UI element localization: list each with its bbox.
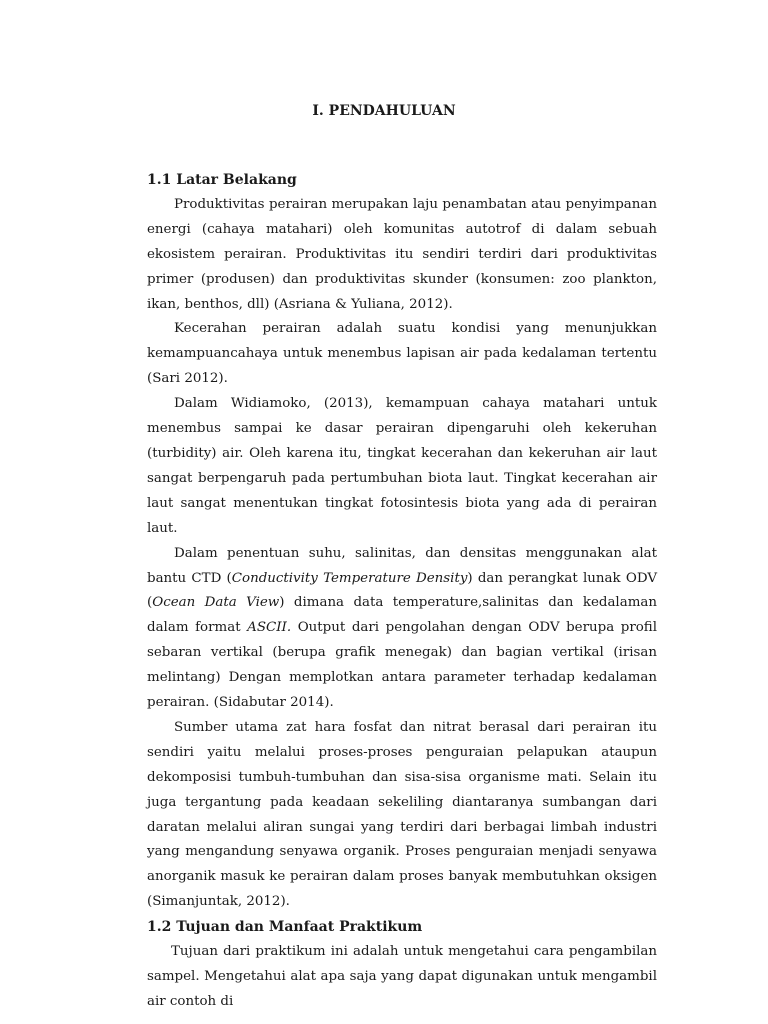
paragraph-widiamoko: Dalam Widiamoko, (2013), kemampuan cahaya matahari untuk menembus sampai ke dasar perairan dipengaruhi oleh kekeruhan (turbidity) air. Oleh karena itu, tingkat kecerahan dan kekeruhan air laut sangat berpengaruh pada pertumbuhan biota laut. Tingkat kecerahan air laut sangat menentukan tingkat fotosintesis biota yang ada di perairan laut. [147, 396, 657, 536]
ctd-italic-3: ASCII. [247, 620, 292, 636]
ctd-text-3: ) dimana data temperature,salinitas dan kedalaman dalam format [147, 595, 657, 636]
paragraph-zat-hara: Sumber utama zat hara fosfat dan nitrat berasal dari perairan itu sendiri yaitu melalui proses-proses penguraian pelapukan ataupun dekomposisi tumbuh-tumbuhan dan sisa-sisa organisme mati. Selain itu juga tergantung pada keadaan sekeliling diantaranya sumbangan dari daratan melalui aliran sungai yang terdiri dari berbagai limbah industri yang mengandung senyawa organik. Proses penguraian menjadi senyawa anorganik masuk ke perairan dalam proses banyak membutuhkan oksigen (Simanjuntak, 2012). [147, 719, 657, 910]
chapter-title: I. PENDAHULUAN [312, 103, 456, 119]
paragraph-tujuan: Tujuan dari praktikum ini adalah untuk mengetahui cara pengambilan sampel. Mengetahui alat apa saja yang dapat digunakan untuk mengambil air contoh di [147, 944, 657, 1009]
paragraph-produktivitas: Produktivitas perairan merupakan laju penambatan atau penyimpanan energi (cahaya matahari) oleh komunitas autotrof di dalam sebuah ekosistem perairan. Produktivitas itu sendiri terdiri dari produktivitas primer (produsen) dan produktivitas skunder (konsumen: zoo plankton, ikan, benthos, dll) (Asriana & Yuliana, 2012). [147, 196, 657, 312]
ctd-text-1: Dalam penentuan suhu, salinitas, dan densitas menggunakan alat bantu CTD ( [147, 545, 657, 586]
section-heading-latar-belakang: 1.1 Latar Belakang [147, 172, 297, 188]
paragraph-ctd [147, 542, 657, 716]
document-body [147, 168, 657, 1015]
ctd-text-4: Output dari pengolahan dengan ODV berupa profil sebaran vertikal (berupa grafik menegak) dan bagian vertikal (irisan melintang) Dengan memplotkan antara parameter terhadap kedalaman perairan. (Sidabutar 2014). [147, 620, 658, 711]
ctd-text-2: ) dan perangkat lunak ODV ( [147, 570, 658, 611]
ctd-italic-1: Conductivity Temperature Density [231, 570, 468, 586]
ctd-italic-2: Ocean Data View [152, 595, 280, 611]
paragraph-kecerahan: Kecerahan perairan adalah suatu kondisi yang menunjukkan kemampuancahaya untuk menembus lapisan air pada kedalaman tertentu (Sari 2012). [147, 321, 657, 387]
section-heading-tujuan: 1.2 Tujuan dan Manfaat Praktikum [147, 919, 423, 936]
